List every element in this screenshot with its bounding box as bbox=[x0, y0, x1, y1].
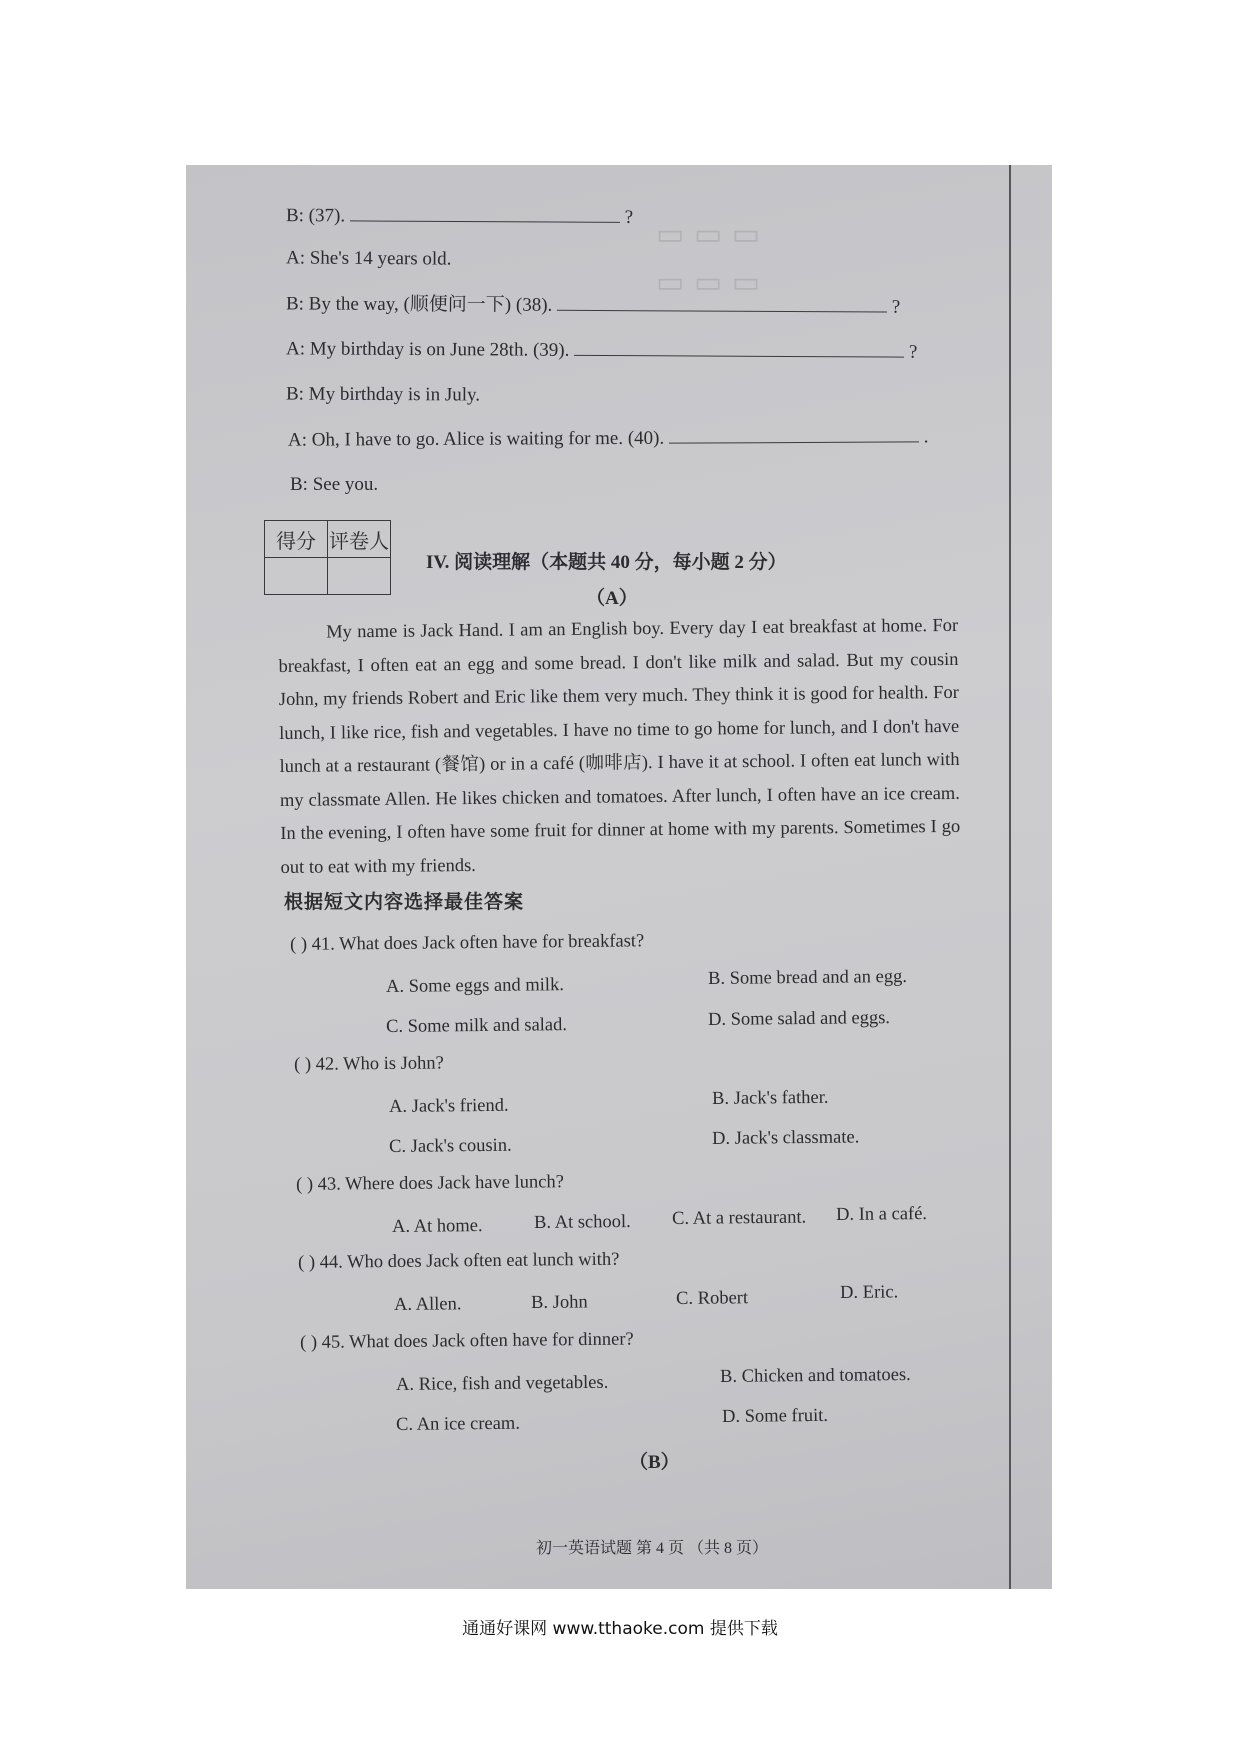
bleed-through-mark-2: ▭ ▭ ▭ bbox=[656, 265, 761, 300]
question-stem: 43. Where does Jack have lunch? bbox=[317, 1172, 565, 1195]
option-45b: B. Chicken and tomatoes. bbox=[720, 1365, 911, 1387]
section-title: IV. 阅读理解（本题共 40 分，每小题 2 分） bbox=[426, 552, 787, 573]
question-42 bbox=[294, 1053, 444, 1076]
question-44 bbox=[298, 1250, 619, 1274]
dialogue-line-37 bbox=[286, 202, 633, 230]
option-43c: C. At a restaurant. bbox=[672, 1207, 807, 1229]
question-43 bbox=[296, 1172, 564, 1196]
grader-label-cell: 评卷人 bbox=[328, 521, 391, 558]
score-entry-cell[interactable] bbox=[265, 558, 328, 595]
option-43b: B. At school. bbox=[534, 1211, 631, 1233]
dialogue-text: My birthday is in July. bbox=[308, 383, 481, 406]
part-b-heading: （B） bbox=[629, 1452, 680, 1473]
dialogue-text: Oh, I have to go. Alice is waiting for me. (40). bbox=[311, 427, 665, 451]
answer-blank-39[interactable] bbox=[574, 337, 904, 358]
speaker-label: B: bbox=[285, 293, 305, 315]
dialogue-text: (37). bbox=[308, 205, 346, 227]
line-end-punct: ? bbox=[624, 206, 634, 228]
dialogue-text: By the way, (顺便问一下) (38). bbox=[308, 293, 553, 316]
exam-page-photo bbox=[186, 165, 1052, 1589]
dialogue-line-40 bbox=[288, 423, 929, 452]
option-44a: A. Allen. bbox=[394, 1294, 462, 1315]
dialogue-line-b3 bbox=[286, 382, 480, 407]
option-41b: B. Some bread and an egg. bbox=[708, 966, 908, 989]
option-44b: B. John bbox=[531, 1292, 588, 1313]
exam-page-footer: 初一英语试题 第 4 页 （共 8 页） bbox=[536, 1540, 769, 1557]
speaker-label: A: bbox=[285, 247, 306, 269]
question-instruction: 根据短文内容选择最佳答案 bbox=[284, 892, 525, 913]
line-end-punct: ? bbox=[908, 341, 918, 363]
download-credit: 通通好课网 www.tthaoke.com 提供下载 bbox=[462, 1619, 778, 1639]
option-41a: A. Some eggs and milk. bbox=[386, 975, 564, 997]
option-42b: B. Jack's father. bbox=[712, 1087, 829, 1109]
speaker-label: A: bbox=[287, 429, 308, 451]
line-end-punct: . bbox=[923, 426, 929, 448]
dialogue-text: She's 14 years old. bbox=[309, 247, 452, 270]
line-end-punct: ? bbox=[891, 296, 901, 318]
answer-bracket[interactable]: ( ) bbox=[296, 1174, 314, 1195]
answer-bracket[interactable]: ( ) bbox=[294, 1054, 312, 1075]
dialogue-text: See you. bbox=[312, 474, 379, 495]
option-41c: C. Some milk and salad. bbox=[386, 1015, 568, 1037]
page-edge-line bbox=[1009, 165, 1011, 1589]
question-stem: 44. Who does Jack often eat lunch with? bbox=[319, 1249, 620, 1273]
dialogue-text: My birthday is on June 28th. (39). bbox=[309, 338, 570, 361]
dialogue-line-38 bbox=[286, 290, 900, 319]
question-stem: 42. Who is John? bbox=[315, 1053, 444, 1075]
question-stem: 41. What does Jack often have for breakfast? bbox=[311, 931, 645, 955]
answer-bracket[interactable]: ( ) bbox=[300, 1332, 318, 1353]
answer-bracket[interactable]: ( ) bbox=[298, 1252, 316, 1273]
answer-blank-38[interactable] bbox=[557, 292, 887, 313]
speaker-label: A: bbox=[285, 338, 306, 360]
dialogue-line-a1 bbox=[286, 246, 452, 271]
option-42a: A. Jack's friend. bbox=[389, 1095, 509, 1117]
speaker-label: B: bbox=[290, 474, 308, 495]
option-45d: D. Some fruit. bbox=[722, 1405, 829, 1427]
grader-entry-cell[interactable] bbox=[328, 558, 391, 595]
answer-bracket[interactable]: ( ) bbox=[290, 934, 308, 955]
speaker-label: B: bbox=[285, 205, 305, 227]
reading-passage: My name is Jack Hand. I am an English boy. Every day I eat breakfast at home. For breakfast, I often eat an egg and some bread. I don't like milk and salad. But my cousin John, my friends Robert and Eric like them very much. They think it is good for health. For lunch, I like rice, fish and vegetables. I have no time to go home for lunch, and I don't have lunch at a restaurant (餐馆) or in a café (咖啡店). I have it at school. I often eat lunch with my classmate Allen. He likes chicken and tomatoes. After lunch, I often have an ice cream. In the evening, I often have some fruit for dinner at home with my parents. Sometimes I go out to eat with my friends. bbox=[278, 615, 961, 878]
speaker-label: B: bbox=[285, 383, 305, 405]
answer-blank-40[interactable] bbox=[669, 423, 919, 443]
option-42c: C. Jack's cousin. bbox=[389, 1135, 512, 1157]
bleed-through-mark: ▭ ▭ ▭ bbox=[656, 217, 761, 252]
option-42d: D. Jack's classmate. bbox=[712, 1127, 860, 1149]
dialogue-line-39 bbox=[286, 335, 917, 364]
option-45c: C. An ice cream. bbox=[396, 1413, 521, 1435]
answer-blank-37[interactable] bbox=[350, 202, 620, 222]
question-41 bbox=[290, 931, 644, 956]
option-41d: D. Some salad and eggs. bbox=[708, 1008, 891, 1030]
option-45a: A. Rice, fish and vegetables. bbox=[396, 1372, 609, 1395]
dialogue-line-b4 bbox=[290, 473, 378, 497]
question-45 bbox=[300, 1330, 634, 1354]
score-label-cell: 得分 bbox=[265, 521, 328, 558]
option-44c: C. Robert bbox=[676, 1288, 749, 1309]
option-43a: A. At home. bbox=[392, 1216, 483, 1237]
part-a-heading: （A） bbox=[586, 588, 638, 609]
option-43d: D. In a café. bbox=[836, 1204, 928, 1225]
question-stem: 45. What does Jack often have for dinner? bbox=[321, 1329, 634, 1353]
option-44d: D. Eric. bbox=[840, 1282, 899, 1303]
score-table bbox=[264, 520, 391, 595]
